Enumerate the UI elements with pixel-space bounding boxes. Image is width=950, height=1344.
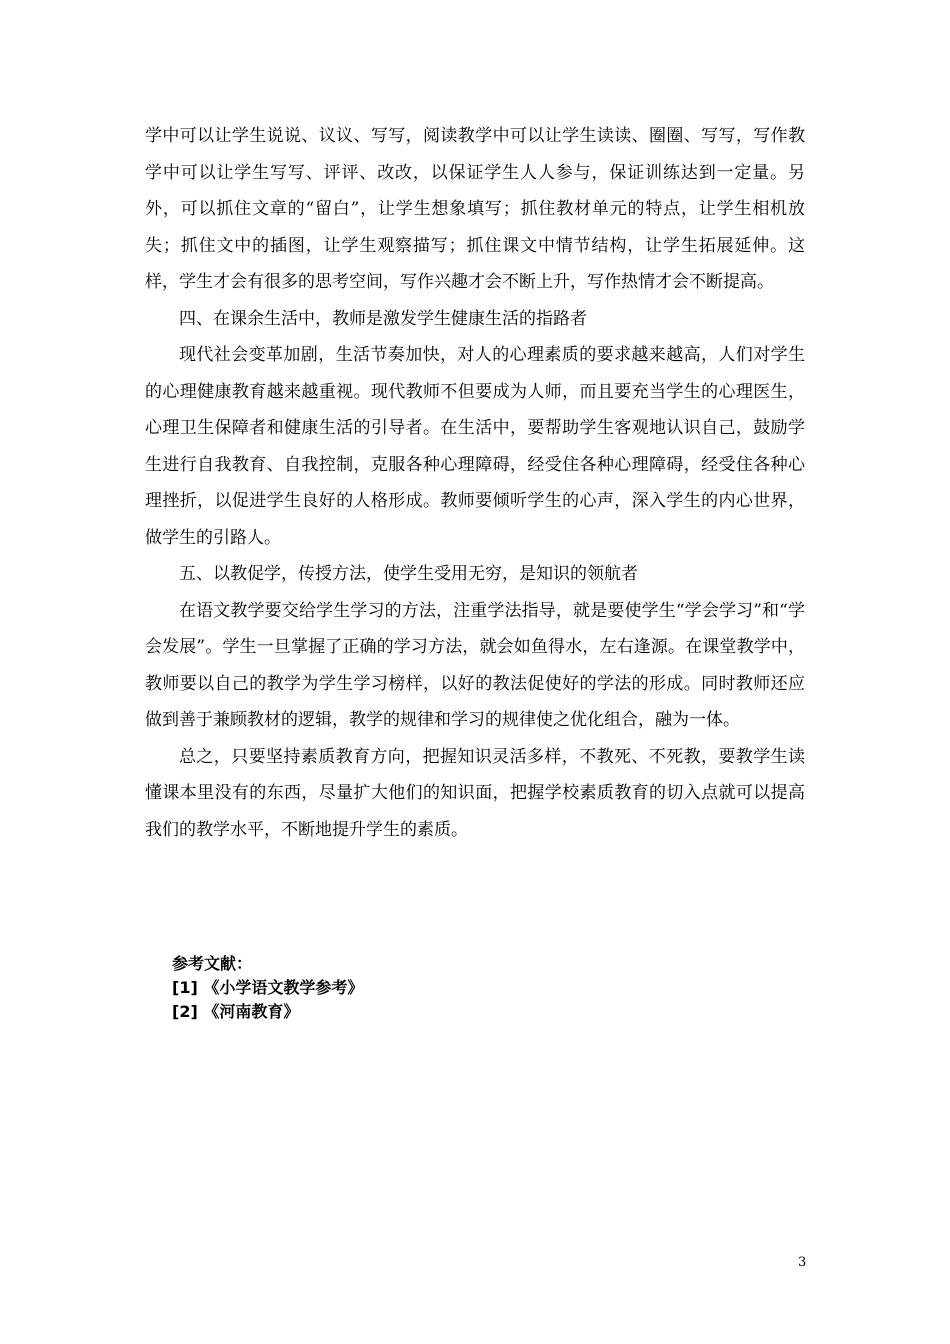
reference-item: [2] 《河南教育》 [172,1002,300,1021]
references-heading: 参考文献： [172,954,253,973]
references-section [172,952,792,1024]
section-heading-five: 五、以教促学，传授方法，使学生受用无穷，是知识的领航者 [179,564,638,584]
page-number: 3 [798,1255,807,1270]
paragraph: 现代社会变革加剧，生活节奏加快，对人的心理素质的要求越来越高，人们对学生的心理健康教育越来越重视。现代教师不但要成为人师，而且要充当学生的心理医生，心理卫生保障者和健康生活的引导者。在生活中，要帮助学生客观地认识自己，鼓励学生进行自我教育、自我控制，克服各种心理障碍，经受住各种心理障碍，经受住各种心理挫折，以促进学生良好的人格形成。教师要倾听学生的心声，深入学生的内心世界，做学生的引路人。 [145,345,805,548]
paragraph-continued: 学中可以让学生说说、议议、写写，阅读教学中可以让学生读读、圈圈、写写，写作教学中可以让学生写写、评评、改改，以保证学生人人参与，保证训练达到一定量。另外，可以抓住文章的“留白”，让学生想象填写；抓住教材单元的特点，让学生相机放失；抓住文中的插图，让学生观察描写；抓住课文中情节结构，让学生拓展延伸。这样，学生才会有很多的思考空间，写作兴趣才会不断上升，写作热情才会不断提高。 [145,126,805,292]
paragraph: 在语文教学要交给学生学习的方法，注重学法指导，就是要使学生“学会学习”和“学会发展”。学生一旦掌握了正确的学习方法，就会如鱼得水，左右逢源。在课堂教学中，教师要以自己的教学为学生学习榜样，以好的教法促使好的学法的形成。同时教师还应做到善于兼顾教材的逻辑，教学的规律和学习的规律使之优化组合，融为一体。 [145,600,805,730]
reference-item: [1] 《小学语文教学参考》 [172,978,364,997]
body-text [145,118,805,848]
section-heading-four: 四、在课余生活中，教师是激发学生健康生活的指路者 [179,308,587,329]
conclusion-paragraph: 总之，只要坚持素质教育方向，把握知识灵活多样，不教死、不死教，要教学生读懂课本里没有的东西，尽量扩大他们的知识面，把握学校素质教育的切入点就可以提高我们的教学水平，不断地提升学生的素质。 [145,746,805,840]
